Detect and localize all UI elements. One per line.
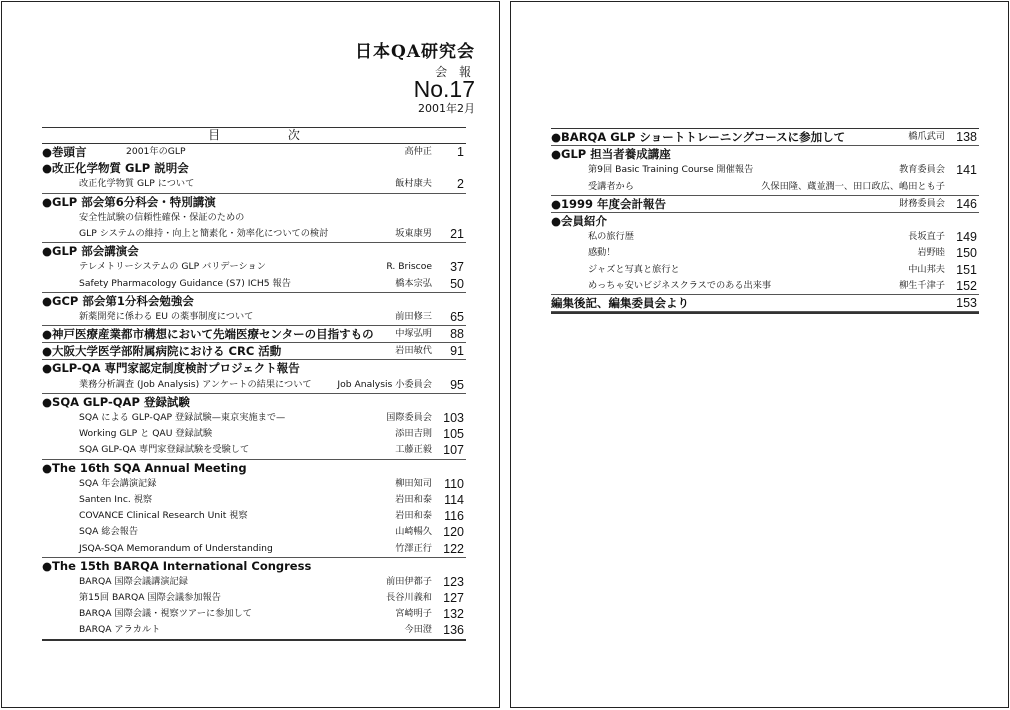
toc-entry-title: Working GLP と QAU 登録試験 bbox=[79, 428, 213, 440]
toc-entry-title: 第9回 Basic Training Course 開催報告 bbox=[588, 164, 754, 176]
toc-entry-title: ●GLP-QA 専門家認定制度検討プロジェクト報告 bbox=[42, 361, 300, 376]
toc-entry-page: 146 bbox=[956, 196, 977, 211]
toc-entry-author: 長谷川義和 bbox=[386, 592, 432, 604]
toc-entry-author: 長坂直子 bbox=[908, 231, 945, 243]
toc-entry-author: 柳生千津子 bbox=[899, 279, 945, 291]
issue-date: 2001年2月 bbox=[418, 102, 475, 115]
bulletin-label: 会 報 bbox=[435, 65, 475, 79]
toc-entry-author: 柳田知司 bbox=[395, 477, 432, 489]
toc-entry-page: 110 bbox=[444, 476, 464, 491]
toc-entry bbox=[42, 326, 466, 343]
toc-entry bbox=[42, 160, 466, 176]
toc-entry-page: 132 bbox=[443, 607, 464, 622]
toc-entry-page: 103 bbox=[443, 411, 464, 425]
toc-entry-title: 編集後記、編集委員会より bbox=[551, 295, 689, 310]
toc-entry bbox=[551, 262, 979, 278]
toc-entry-author: 中塚弘明 bbox=[395, 328, 432, 340]
toc-entry-author: 前田伊都子 bbox=[386, 575, 432, 587]
toc-entry bbox=[42, 442, 466, 459]
toc-entry-author: 岩田和泰 bbox=[395, 493, 432, 505]
toc-entry bbox=[42, 394, 466, 410]
toc-entry-author: 国際委員会 bbox=[386, 412, 432, 423]
toc-entry-title: 業務分析調査 (Job Analysis) アンケートの結果について bbox=[79, 378, 312, 390]
left-page bbox=[1, 1, 500, 708]
toc-entry-title: Santen Inc. 視察 bbox=[79, 493, 153, 505]
toc-entry-title: ●1999 年度会計報告 bbox=[551, 196, 667, 211]
toc-entry-title: ジャズと写真と旅行と bbox=[588, 263, 680, 275]
toc-entry bbox=[42, 558, 466, 574]
toc-entry-title: SQA 年会講演記録 bbox=[79, 477, 157, 489]
toc-entry bbox=[551, 162, 979, 178]
toc-entry-page: 138 bbox=[956, 130, 977, 144]
toc-entry bbox=[551, 278, 979, 295]
toc-entry-author: 添田吉則 bbox=[395, 428, 432, 440]
toc-entry-title: ●GLP 担当者養成講座 bbox=[551, 147, 671, 162]
toc-entry-title: ●SQA GLP-QAP 登録試験 bbox=[42, 394, 190, 409]
toc-entry-author: 岩田敏代 bbox=[395, 345, 432, 357]
toc-entry bbox=[42, 574, 466, 590]
toc-entry-page: 153 bbox=[956, 295, 977, 310]
toc-entry bbox=[42, 293, 466, 309]
toc-entry-page: 2 bbox=[457, 177, 464, 192]
toc-entry-author: 坂東康男 bbox=[395, 227, 432, 239]
toc-entry-title: ●The 15th BARQA International Congress bbox=[42, 558, 312, 573]
toc-entry bbox=[42, 524, 466, 540]
toc-entry-author: 橋爪武司 bbox=[908, 131, 945, 142]
toc-entry-page: 149 bbox=[956, 230, 977, 245]
toc-entry bbox=[42, 377, 466, 394]
toc-entry bbox=[42, 460, 466, 476]
toc-entry-page: 151 bbox=[956, 262, 977, 277]
toc-entry bbox=[42, 144, 466, 160]
toc-entry-title: 新薬開発に係わる EU の薬事制度について bbox=[79, 310, 254, 322]
table-of-contents-left bbox=[42, 127, 466, 641]
toc-entry bbox=[42, 590, 466, 606]
toc-entry bbox=[551, 245, 979, 261]
toc-entry bbox=[42, 259, 466, 275]
toc-entry-subtitle: 2001年のGLP bbox=[126, 146, 186, 157]
toc-entry-author: 財務委員会 bbox=[899, 197, 945, 209]
toc-entries-right bbox=[551, 128, 979, 314]
toc-entry bbox=[42, 622, 466, 638]
toc-entry bbox=[551, 179, 979, 196]
toc-entry bbox=[551, 128, 979, 146]
toc-entry-author: 工藤正毅 bbox=[395, 444, 432, 456]
toc-entry-title: 安全性試験の信頼性確保・保証のための bbox=[79, 211, 245, 223]
toc-entry-title: SQA による GLP-QAP 登録試験—東京実施まで— bbox=[79, 412, 286, 423]
toc-entry-page: 65 bbox=[450, 309, 464, 324]
toc-entry-page: 21 bbox=[450, 226, 464, 241]
toc-entry-title: ●改正化学物質 GLP 説明会 bbox=[42, 161, 189, 176]
toc-entry-page: 122 bbox=[443, 541, 464, 556]
table-of-contents-right bbox=[551, 128, 979, 314]
toc-entry-author: Job Analysis 小委員会 bbox=[337, 378, 432, 390]
toc-entry-title: テレメトリーシステムの GLP バリデーション bbox=[79, 261, 266, 273]
toc-entry-page: 91 bbox=[450, 344, 464, 359]
toc-entry-title: Safety Pharmacology Guidance (S7) ICH5 報告 bbox=[79, 277, 291, 289]
toc-entry bbox=[551, 146, 979, 162]
organization-name: 日本QA研究会 bbox=[355, 42, 475, 62]
toc-entry-page: 95 bbox=[450, 377, 464, 392]
toc-entry-author: 岩野睦 bbox=[917, 247, 945, 259]
toc-entry-page: 152 bbox=[956, 278, 977, 293]
toc-entry-title: ●The 16th SQA Annual Meeting bbox=[42, 460, 247, 475]
toc-entry bbox=[551, 295, 979, 312]
toc-entries-left bbox=[42, 144, 466, 641]
toc-entry-page: 105 bbox=[443, 427, 464, 442]
toc-entry-title: ●大阪大学医学部附属病院における CRC 活動 bbox=[42, 344, 282, 359]
toc-entry-title: JSQA-SQA Memorandum of Understanding bbox=[79, 542, 273, 554]
toc-entry-author: 飯村康夫 bbox=[395, 178, 432, 190]
toc-entry-author: 竹澤正行 bbox=[395, 542, 432, 554]
toc-entry-page: 123 bbox=[443, 574, 464, 589]
toc-entry-title: 第15回 BARQA 国際会議参加報告 bbox=[79, 592, 221, 604]
toc-entry-author: 久保田隆、蔵並潤一、田口政広、嶋田とも子 bbox=[761, 180, 945, 192]
toc-entry-author: R. Briscoe bbox=[386, 261, 432, 273]
toc-entry-author: 前田修三 bbox=[395, 310, 432, 322]
toc-entry-title: ●会員紹介 bbox=[551, 213, 608, 228]
toc-entry-title: めっちゃ安いビジネスクラスでのある出来事 bbox=[588, 279, 772, 291]
toc-entry-title: COVANCE Clinical Research Unit 視察 bbox=[79, 510, 248, 522]
toc-entry-title: ●BARQA GLP ショートトレーニングコースに参加して bbox=[551, 130, 846, 144]
toc-entry-page: 107 bbox=[443, 443, 464, 458]
toc-entry bbox=[42, 426, 466, 442]
toc-entry bbox=[551, 196, 979, 213]
toc-entry-title: ●巻頭言 bbox=[42, 145, 87, 159]
issue-number: No.17 bbox=[413, 76, 475, 102]
toc-entry-page: 150 bbox=[956, 246, 977, 261]
toc-entry-author: 教育委員会 bbox=[899, 164, 945, 176]
toc-entry-author: 山崎暢久 bbox=[395, 526, 432, 538]
toc-entry bbox=[42, 360, 466, 376]
toc-entry-title: SQA 総会報告 bbox=[79, 526, 139, 538]
toc-entry-page: 136 bbox=[443, 623, 464, 638]
toc-entry-author: 宮崎明子 bbox=[395, 608, 432, 620]
toc-entry bbox=[42, 410, 466, 426]
right-page bbox=[510, 1, 1009, 708]
toc-entry bbox=[42, 476, 466, 492]
toc-entry bbox=[42, 492, 466, 508]
toc-entry bbox=[42, 226, 466, 243]
toc-entry-author: 岩田和泰 bbox=[395, 510, 432, 522]
toc-entry-page: 50 bbox=[450, 276, 464, 291]
toc-entry-page: 114 bbox=[444, 492, 464, 507]
toc-entry-title: BARQA アラカルト bbox=[79, 624, 161, 636]
toc-entry-page: 37 bbox=[450, 260, 464, 275]
toc-entry-author: 高仲正 bbox=[404, 146, 432, 157]
toc-entry-title: 感動！ bbox=[588, 247, 616, 259]
toc-entry-title: SQA GLP-QA 専門家登録試験を受験して bbox=[79, 444, 250, 456]
toc-entry bbox=[42, 176, 466, 193]
toc-entry-title: 改正化学物質 GLP について bbox=[79, 178, 195, 190]
toc-entry-page: 127 bbox=[443, 591, 464, 606]
toc-entry bbox=[42, 508, 466, 524]
toc-entry-title: BARQA 国際会議・視察ツアーに参加して bbox=[79, 608, 252, 620]
toc-entry bbox=[42, 194, 466, 210]
toc-entry-page: 141 bbox=[956, 163, 977, 178]
toc-entry-author: 中山邦夫 bbox=[908, 263, 945, 275]
toc-entry-title: ●GLP 部会講演会 bbox=[42, 244, 139, 259]
toc-title: 目 次 bbox=[42, 127, 466, 144]
toc-entry bbox=[42, 309, 466, 326]
toc-entry bbox=[42, 210, 466, 226]
toc-entry bbox=[42, 606, 466, 622]
toc-entry-page: 120 bbox=[443, 525, 464, 540]
toc-entry bbox=[42, 541, 466, 558]
toc-entry-title: ●GCP 部会第1分科会勉強会 bbox=[42, 293, 194, 308]
toc-entry-page: 88 bbox=[450, 327, 464, 342]
toc-entry-page: 116 bbox=[444, 509, 464, 524]
toc-entry-title: ●神戸医療産業都市構想において先端医療センターの目指すもの bbox=[42, 327, 374, 342]
toc-entry-page: 1 bbox=[457, 145, 464, 159]
toc-entry bbox=[42, 343, 466, 360]
toc-entry-title: BARQA 国際会議講演記録 bbox=[79, 575, 188, 587]
toc-entry bbox=[551, 213, 979, 229]
toc-entry-author: 橋本宗弘 bbox=[395, 277, 432, 289]
toc-entry-title: GLP システムの維持・向上と簡素化・効率化についての検討 bbox=[79, 227, 329, 239]
toc-entry-author: 今田澄 bbox=[404, 624, 432, 636]
toc-entry-title: ●GLP 部会第6分科会・特別講演 bbox=[42, 194, 216, 209]
toc-entry bbox=[42, 243, 466, 259]
toc-entry bbox=[551, 229, 979, 245]
toc-entry-title: 私の旅行歴 bbox=[588, 231, 634, 243]
toc-entry-title: 受講者から bbox=[588, 180, 634, 192]
toc-entry bbox=[42, 276, 466, 293]
